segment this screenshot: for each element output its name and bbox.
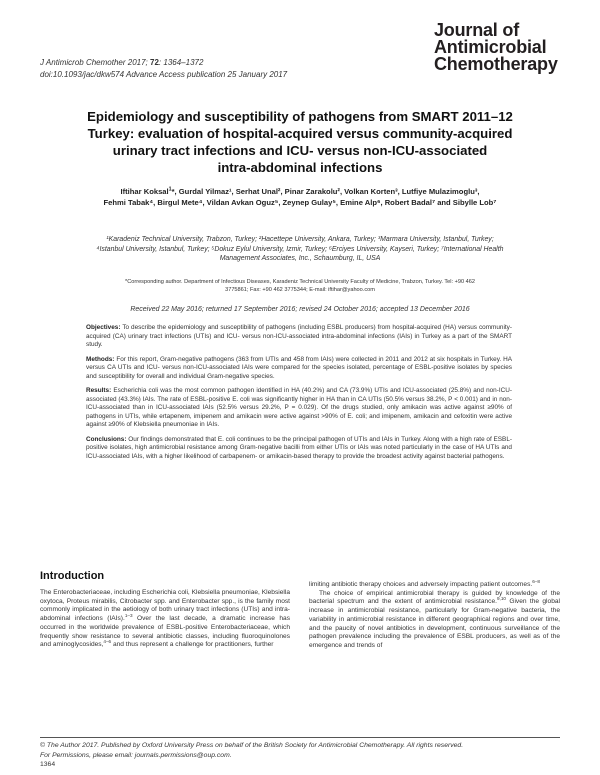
ref-sup-1[interactable]: 1–3 (124, 612, 133, 618)
citation-block (40, 57, 287, 81)
citation-volume: 72 (150, 58, 159, 67)
intro-paragraph-1-cont (309, 578, 560, 590)
authors-rest: *, Gurdal Yilmaz¹, Serhat Unal², Pinar Zarakolu², Volkan Korten³, Lutfiye Mulazimoglu³, (171, 187, 480, 196)
intro-paragraph-2 (309, 590, 560, 651)
title-line-3: urinary tract infections and ICU- versus non-ICU-associated (112, 143, 488, 158)
abstract-objectives (86, 324, 512, 350)
title-line-1: Epidemiology and susceptibility of pathogens from SMART 2011–12 (87, 109, 513, 124)
ref-sup-2[interactable]: 4–6 (103, 639, 112, 645)
abstract-results (86, 387, 512, 430)
journal-name-line-3: Chemotherapy (434, 54, 558, 74)
footer-divider (40, 737, 560, 738)
intro-text-f: Given the global increase in antimicrobial resistance, particularly for Gram-negative bacteria, the variability in antimicrobial resistance in different geographical regions and over time, and the paucity of novel antibiotics in development, continuous surveillance of the pathogen prevalence including the prevalence of ESBL producers, as well as of the emergence and trends of (309, 598, 560, 649)
affil-line-3: Management Associates, Inc., Schaumburg, IL, USA (219, 255, 381, 262)
corresponding-author (60, 278, 540, 294)
affil-line-2: ⁴Istanbul University, Istanbul, Turkey; ⁵Dokuz Eylul University, Izmir, Turkey; ⁶Erciyes University, Kayseri, Turkey; ⁷International Health (96, 245, 504, 253)
footer (40, 741, 570, 770)
intro-text-c: and thus represent a challenge for practitioners, further (111, 641, 274, 649)
abstract (86, 324, 512, 467)
citation-pages: : 1364–1372 (158, 58, 204, 67)
first-author: Iftihar Koksal (120, 187, 169, 196)
intro-text-b: Over the last decade, a dramatic increase has occurred in the worldwide prevalence of ESBL-positive Enterobacteriaceae, which frequently show resistance to several antibiotic classes, including fluoroquinolones and aminoglycosides, (40, 615, 290, 649)
objectives-text: To describe the epidemiology and susceptibility of pathogens (including ESBL producers) from hospital-acquired (HA) versus community-acquired (CA) urinary tract infections (UTIs) and ICU- versus non-ICU-associated intra-abdominal infections (IAIs) in Turkey as a part of the SMART study. (86, 324, 512, 348)
citation-year: 2017; (127, 58, 148, 67)
copyright-line: © The Author 2017. Published by Oxford University Press on behalf of the British Society for Antimicrobial Chemotherapy. All rights reserved. (40, 742, 464, 749)
title-line-4: intra-abdominal infections (217, 160, 383, 175)
methods-text: For this report, Gram-negative pathogens (363 from UTIs and 458 from IAIs) were collected in 2011 and 2012 at six hospitals in Turkey. HA versus CA UTIs and ICU- versus non-ICU-associated IAIs were compared for the species isolated, percentage of ESBL-positive isolates by species and susceptibility for overall and individual Gram-negative species. (86, 355, 512, 380)
ref-sup-3[interactable]: 6–8 (532, 578, 540, 584)
introduction-right-column (309, 578, 560, 651)
corresponding-line-1: *Corresponding author. Department of Infectious Diseases, Karadeniz Technical University Faculty of Medicine, Trabzon, Turkey. Tel: +90 462 (125, 279, 475, 285)
journal-logo (434, 22, 558, 73)
author-list (50, 186, 550, 208)
corresponding-line-2: 3775861; Fax: +90 462 3775344; E-mail: iftihar@yahoo.com (225, 287, 375, 293)
results-text: Escherichia coli was the most common pathogen identified in HA (40.2%) and CA (73.9%) UTIs and ICU-associated (25.8%) and non-ICU-associated (43.3%) IAIs. The rate of ESBL-positive E. coli was significantly higher in HA than in CA UTIs (50.5% versus 38.2%, P < 0.001) and in non-ICU-associated than in ICU-associated IAIs (52.5% versus 29.2%, P = 0.029). Of the drugs studied, only amikacin was active against ≥90% of pathogens in UTIs, while ertapenem, imipenem and amikacin were active against >90% of E. coli; and imipenem, amikacin and cefoxitin were active against ≥90% of Klebsiella pneumoniae in IAIs. (86, 387, 512, 428)
journal-name-line-2: Antimicrobial (434, 37, 547, 57)
ref-sup-4[interactable]: 9,10 (496, 596, 506, 602)
conclusions-text: Our findings demonstrated that E. coli continues to be the principal pathogen of UTIs and IAIs in Turkey. Along with a high rate of ESBL-positive isolates, high antimicrobial resistance among Gram-negative bacilli from either UTIs or IAIs was noted particularly in the case of HA UTIs and ICU-associated IAIs, with a higher likelihood of carbapenem- or amikacin-based therapy to provide the broadest activity against bacterial pathogens. (86, 435, 512, 460)
abstract-methods (86, 356, 512, 382)
abstract-conclusions (86, 436, 512, 462)
intro-text-a: The Enterobacteriaceae, including Escherichia coli, Klebsiella pneumoniae, Klebsiella oxytoca, Proteus mirabilis, Citrobacter spp. and Enterobacter spp., is the family most commonly implicated in the aetiology of both urinary tract infections (UTIs) and intra-abdominal infections (IAIs). (40, 589, 290, 623)
authors-line-2: Fehmi Tabak⁴, Birgul Mete⁴, Vildan Avkan Oguz⁵, Zeynep Gulay⁵, Emine Alp⁶, Robert Badal⁷ and Sibylle Lob⁷ (103, 198, 497, 207)
intro-text-d: limiting antibiotic therapy choices and adversely impacting patient outcomes. (309, 581, 533, 588)
objectives-label: Objectives: (86, 324, 121, 331)
conclusions-label: Conclusions: (86, 435, 127, 443)
page-number: 1364 (40, 761, 56, 768)
received-dates: Received 22 May 2016; returned 17 September 2016; revised 24 October 2016; accepted 13 December 2016 (130, 306, 470, 313)
journal-name-line-1: Journal of (434, 20, 520, 40)
intro-paragraph-1 (40, 589, 290, 650)
introduction-heading: Introduction (40, 570, 105, 582)
title-line-2: Turkey: evaluation of hospital-acquired versus community-acquired (87, 126, 513, 141)
intro-text-e: The choice of empirical antimicrobial therapy is guided by knowledge of the bacterial spectrum and the extent of antimicrobial resistance. (309, 589, 560, 606)
article-title (60, 108, 540, 176)
results-label: Results: (86, 387, 112, 394)
methods-label: Methods: (86, 355, 115, 363)
permissions-line: For Permissions, please email: journals.permissions@oup.com. (40, 751, 232, 759)
authors-line-1 (50, 186, 550, 197)
affil-line-1: ¹Karadeniz Technical University, Trabzon, Turkey; ²Hacettepe University, Ankara, Turkey; ³Marmara University, Istanbul, Turkey; (106, 236, 494, 243)
citation-journal: J Antimicrob Chemother (40, 58, 126, 67)
doi-line[interactable]: doi:10.1093/jac/dkw574 Advance Access publication 25 January 2017 (40, 70, 288, 79)
affiliations (50, 235, 550, 264)
citation-line (40, 57, 287, 69)
introduction-left-column (40, 589, 290, 650)
first-author-sup: 1 (168, 186, 172, 193)
